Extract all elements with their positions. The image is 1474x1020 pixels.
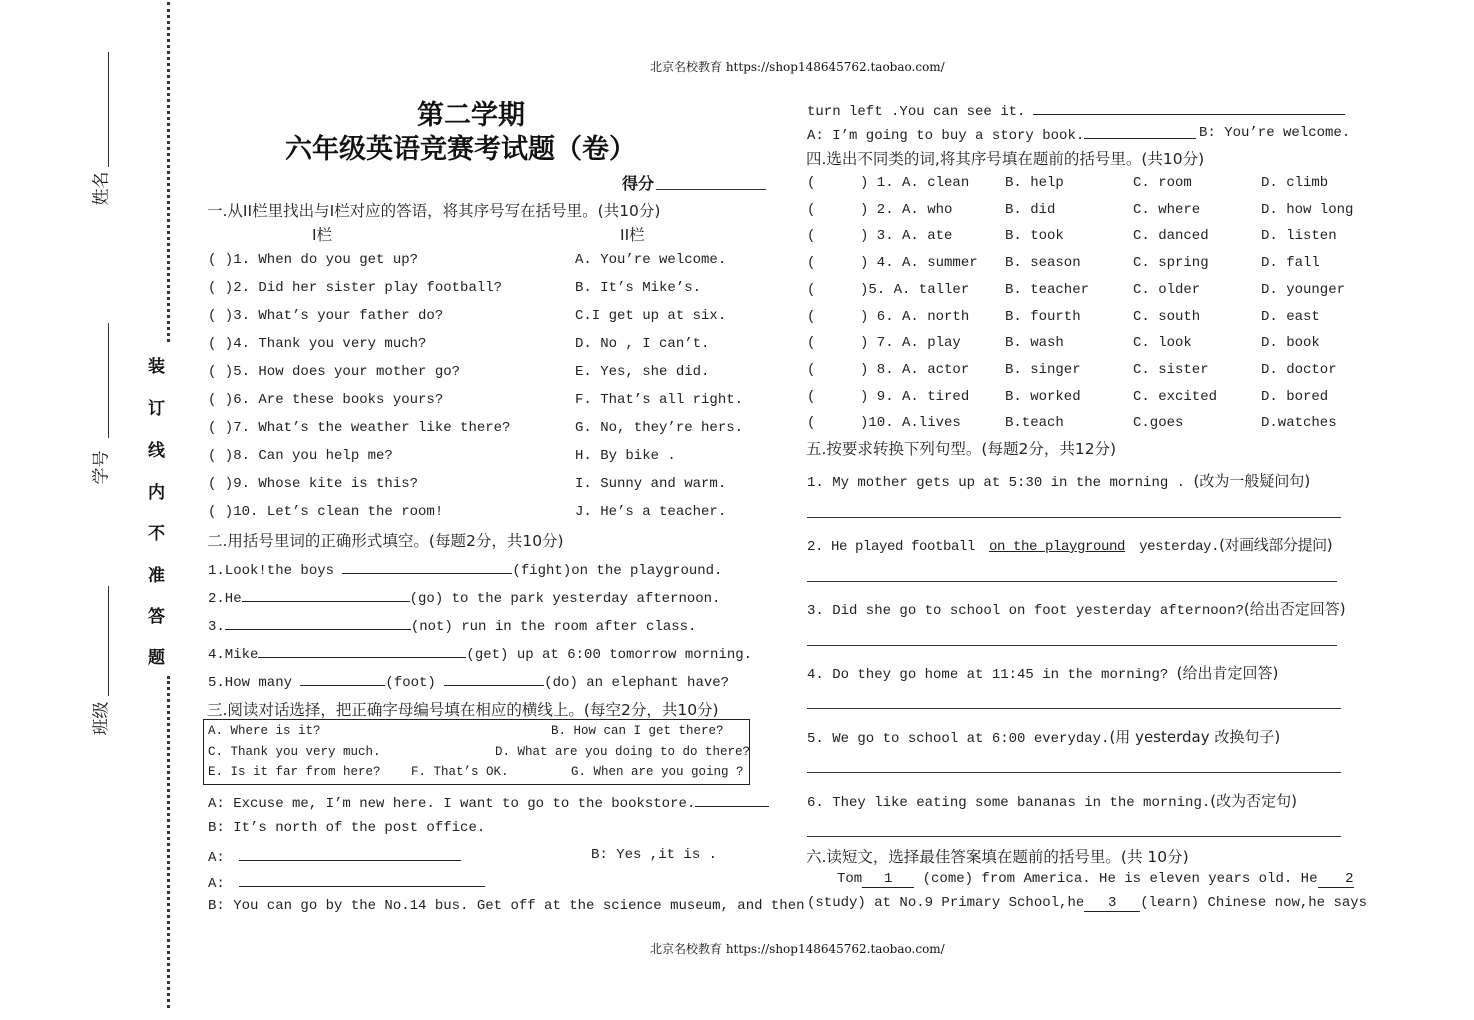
name-label: 姓名 [91,171,112,206]
answer-paren: ( [807,281,816,298]
class-underline [108,586,109,696]
answer-line[interactable] [807,517,1341,518]
dialogue-text: turn left .You can see it. [807,104,1026,120]
item-note: (给出肯定回答) [1176,664,1279,682]
item-text: 3. Did she go to school on foot yesterday afternoon? [807,603,1244,619]
title-line1: 第二学期 [417,100,525,131]
section4-option: C. spring [1133,255,1209,272]
answer-paren: ( [807,388,816,405]
section4-option: B. worked [1005,388,1081,405]
dialogue-line-9: B: You’re welcome. [1199,125,1351,141]
option-d: D. What are you doing to do there? [495,745,751,759]
section4-option: ) 3. A. ate [860,228,953,245]
section4-option: )5. A. taller [860,281,970,298]
section4-option: B.teach [1005,415,1064,432]
section1-question: ( )6. Are these books yours? [208,392,444,408]
section2-item-1 [208,560,722,579]
section1-answer: E. Yes, she did. [575,364,710,380]
answer-blank[interactable] [1084,125,1196,139]
option-e: E. Is it far from here? [208,765,381,779]
item-text: (foot) [385,675,445,691]
section1-heading: 一.从II栏里找出与I栏对应的答语，将其序号写在括号里。(共10分) [207,202,661,220]
title-line2: 六年级英语竞赛考试题（卷） [285,134,636,165]
section2-item-2 [208,588,720,607]
answer-line[interactable] [807,836,1341,837]
section4-option: B. wash [1005,335,1064,352]
section2-heading: 二.用括号里词的正确形式填空。(每题2分，共10分) [207,532,564,550]
section4-option: B. singer [1005,361,1081,378]
dialogue-line-5 [208,873,485,892]
id-label: 学号 [91,450,112,485]
page-footer: 北京名校教育 https://shop148645762.taobao.com/ [650,942,945,956]
answer-blank[interactable] [444,672,544,686]
item-text: 1. My mother gets up at 5:30 in the morning . [807,475,1186,491]
section1-answer: J. He’s a teacher. [575,504,727,520]
item-text: 3. [208,619,225,635]
item-note: (用 yesterday 改换句子) [1109,728,1281,746]
dialogue-line-1 [208,793,769,812]
item-text: 1.Look!the boys [208,563,343,579]
blank-number: 3 [1108,895,1117,911]
section4-option: C. where [1133,201,1201,218]
section1-question: ( )7. What’s the weather like there? [208,420,511,436]
section5-item-1 [807,470,1310,491]
answer-line[interactable] [807,772,1341,773]
item-note: (改为一般疑问句) [1193,472,1311,490]
section1-question: ( )5. How does your mother go? [208,364,461,380]
dialogue-text: A: I’m going to buy a story book. [807,128,1085,144]
section5-item-4 [807,662,1278,683]
binding-dotted-line-bottom [167,676,170,1008]
warning-char: 答 [148,607,165,627]
id-underline [108,323,109,438]
answer-blank[interactable] [225,616,411,630]
section4-option: D.watches [1261,415,1337,432]
dialogue-line-2: B: It’s north of the post office. [208,820,486,836]
answer-blank[interactable] [1033,101,1345,115]
section4-option: D. fall [1261,255,1320,272]
item-text: 4.Mike [208,647,259,663]
section1-question: ( )1. When do you get up? [208,252,419,268]
section4-option: B. fourth [1005,308,1081,325]
section4-option: ) 4. A. summer [860,255,978,272]
item-text: (not) run in the room after class. [410,619,697,635]
warning-char: 不 [148,524,165,544]
section1-col1-header: I栏 [312,226,333,244]
answer-paren: ( [807,415,816,432]
item-text: 2. He played football [807,539,984,555]
section4-option: D. doctor [1261,361,1337,378]
answer-blank[interactable] [1084,895,1140,912]
answer-blank[interactable] [242,588,410,602]
answer-paren: ( [807,335,816,352]
blank-number: 1 [884,871,893,887]
warning-char: 线 [148,441,165,461]
warning-char: 订 [148,399,165,419]
section1-answer: A. You’re welcome. [575,252,727,268]
section5-item-2 [807,534,1332,555]
section1-question: ( )8. Can you help me? [208,448,393,464]
score-label: 得分 [622,174,655,193]
class-label: 班级 [91,701,112,736]
warning-char: 题 [148,648,165,668]
section4-heading: 四.选出不同类的词,将其序号填在题前的括号里。(共10分) [806,150,1205,168]
section4-option: ) 2. A. who [860,201,953,218]
section4-option: D. younger [1261,281,1346,298]
answer-blank[interactable] [239,873,485,887]
dialogue-text: A: Excuse me, I’m new here. I want to go to the bookstore. [208,796,696,812]
name-underline [108,52,109,167]
dialogue-text: A: [208,876,234,892]
dialogue-line-8 [807,125,1196,144]
section4-option: ) 6. A. north [860,308,970,325]
section4-option: ) 7. A. play [860,335,961,352]
section4-option: D. climb [1261,175,1329,191]
answer-blank[interactable] [695,793,769,807]
section4-option: C. look [1133,335,1192,352]
section1-answer: C.I get up at six. [575,308,727,324]
section5-item-3 [807,598,1346,619]
option-c: C. Thank you very much. [208,745,381,759]
section1-answer: G. No, they’re hers. [575,420,744,436]
section1-answer: F. That’s all right. [575,392,744,408]
section4-option: C.goes [1133,415,1184,432]
dialogue-line-6: B: You can go by the No.14 bus. Get off at the science museum, and then [208,898,805,914]
answer-paren: ( [807,228,816,245]
section4-option: ) 1. A. clean [860,175,970,191]
section4-option: B. took [1005,228,1064,245]
section4-option: D. how long [1261,201,1354,218]
warning-char: 内 [148,483,165,503]
answer-blank[interactable] [258,644,466,658]
section1-answer: H. By bike . [575,448,676,464]
dialogue-line-7 [807,101,1345,120]
answer-paren: ( [807,201,816,218]
answer-blank[interactable] [1318,871,1354,888]
section1-question: ( )10. Let’s clean the room! [208,504,444,520]
section1-question: ( )3. What’s your father do? [208,308,444,324]
section4-option: B. did [1005,201,1056,218]
section4-option: D. book [1261,335,1320,352]
dialogue-text: A: [208,850,234,866]
item-text: (go) to the park yesterday afternoon. [409,591,721,607]
answer-paren: ( [807,361,816,378]
section4-option: )10. A.lives [860,415,961,432]
item-text: 5. We go to school at 6:00 everyday. [807,731,1110,747]
option-a: A. Where is it? [208,724,321,738]
section4-option: D. listen [1261,228,1337,245]
option-g: G. When are you going ? [571,765,744,779]
section2-item-5 [208,672,729,691]
section4-option: ) 8. A. actor [860,361,970,378]
option-b: B. How can I get there? [551,724,724,738]
answer-paren: ( [807,308,816,325]
item-text: (get) up at 6:00 tomorrow morning. [466,647,753,663]
answer-blank[interactable] [342,560,512,574]
answer-blank[interactable] [300,672,385,686]
option-f: F. That’s OK. [411,765,509,779]
section1-col2-header: II栏 [620,226,645,244]
section4-option: C. danced [1133,228,1209,245]
passage-text: Tom [837,871,863,887]
answer-blank[interactable] [862,871,914,888]
section2-item-4 [208,644,752,663]
section5-item-6 [807,790,1297,811]
section1-question: ( )2. Did her sister play football? [208,280,503,296]
item-note: (给出否定回答) [1243,600,1346,618]
item-text: (fight)on the playground. [512,563,723,579]
item-text: 2.He [208,591,242,607]
warning-char: 准 [148,566,165,586]
section6-heading: 六.读短文，选择最佳答案填在题前的括号里。(共 10分) [806,848,1189,866]
dialogue-line-3 [208,847,461,866]
section1-question: ( )9. Whose kite is this? [208,476,419,492]
blank-number: 2 [1345,871,1354,887]
section4-option: D. east [1261,308,1320,325]
dialogue-line-4: B: Yes ,it is . [591,847,718,863]
answer-paren: ( [807,175,816,191]
answer-line[interactable] [807,645,1337,646]
answer-line[interactable] [807,708,1341,709]
passage-line-2 [807,895,1367,912]
item-note: (对画线部分提问) [1219,536,1333,554]
section4-option: C. older [1133,281,1201,298]
item-text: 6. They like eating some bananas in the morning. [807,795,1211,811]
section4-option: C. excited [1133,388,1218,405]
section3-heading: 三.阅读对话选择，把正确字母编号填在相应的横线上。(每空2分，共10分) [207,701,719,719]
answer-paren: ( [807,255,816,272]
underlined-phrase: on the playground [989,539,1126,555]
passage-text: (study) at No.9 Primary School,he [807,895,1085,911]
item-text: (do) an elephant have? [544,675,730,691]
passage-text: (learn) Chinese now,he says [1140,895,1368,911]
section4-option: B. season [1005,255,1081,272]
passage-line-1 [837,871,1354,888]
passage-text: (come) from America. He is eleven years old. He [922,871,1318,887]
item-text: 5.How many [208,675,301,691]
item-text: yesterday. [1131,539,1220,555]
section4-option: B. help [1005,175,1064,191]
section1-answer: I. Sunny and warm. [575,476,727,492]
section4-option: C. sister [1133,361,1209,378]
item-text: 4. Do they go home at 11:45 in the morning? [807,667,1169,683]
binding-dotted-line-top [167,2,170,342]
score-underline [656,189,766,190]
page-header: 北京名校教育 https://shop148645762.taobao.com/ [650,60,945,74]
section1-question: ( )4. Thank you very much? [208,336,427,352]
section1-answer: D. No , I can’t. [575,336,710,352]
warning-char: 装 [148,357,165,377]
section4-option: B. teacher [1005,281,1090,298]
item-note: (改为否定句) [1210,792,1297,810]
section1-answer: B. It’s Mike’s. [575,280,702,296]
section4-option: C. south [1133,308,1201,325]
section2-item-3 [208,616,696,635]
answer-blank[interactable] [239,847,461,861]
section5-heading: 五.按要求转换下列句型。(每题2分，共12分) [806,440,1117,458]
answer-line[interactable] [807,581,1337,582]
section4-option: ) 9. A. tired [860,388,970,405]
section4-option: C. room [1133,175,1192,191]
section4-option: D. bored [1261,388,1329,405]
section5-item-5 [807,726,1280,747]
